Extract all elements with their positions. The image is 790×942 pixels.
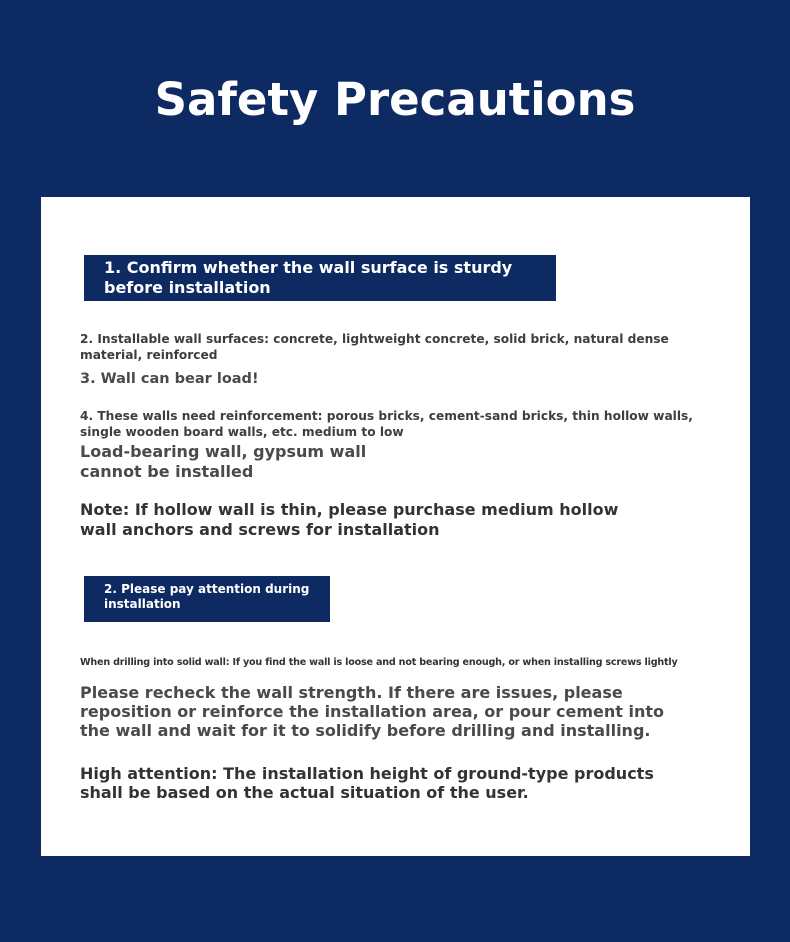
reinforcement-text: 4. These walls need reinforcement: porous bricks, cement-sand bricks, thin hollow walls, single wooden board walls, etc. medium to low xyxy=(80,409,693,439)
high-attention-text: High attention: The installation height of ground-type products shall be based on the actual situation of the user. xyxy=(80,764,654,802)
recheck-text: Please recheck the wall strength. If there are issues, please reposition or reinforce the installation area, or pour cement into the wall and wait for it to solidify before drilling and installing. xyxy=(80,683,664,740)
content-card xyxy=(41,197,750,856)
installable-walls-text: 2. Installable wall surfaces: concrete, lightweight concrete, solid brick, natural dense material, reinforced xyxy=(80,332,669,362)
page-title: Safety Precautions xyxy=(154,73,636,126)
note-text: Note: If hollow wall is thin, please purchase medium hollow wall anchors and screws for installation xyxy=(80,500,619,539)
cannot-install-text: Load-bearing wall, gypsum wall cannot be installed xyxy=(80,442,367,481)
section-1-banner: 1. Confirm whether the wall surface is sturdy before installation xyxy=(84,255,556,301)
drilling-text: When drilling into solid wall: If you find the wall is loose and not bearing enough, or when installing screws lightly xyxy=(80,657,678,668)
bear-load-text: 3. Wall can bear load! xyxy=(80,371,259,387)
section-2-banner: 2. Please pay attention during installation xyxy=(84,576,330,622)
